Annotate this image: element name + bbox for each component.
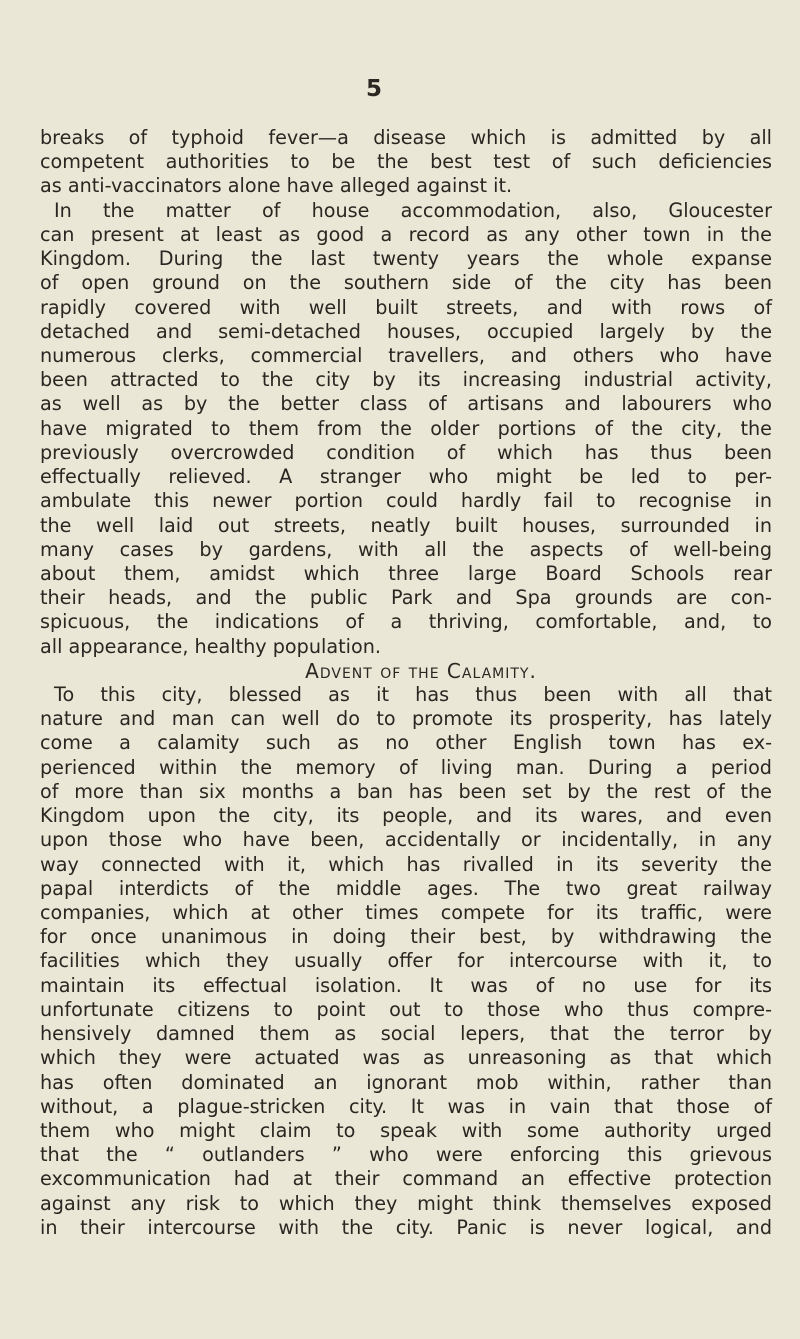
text-line: against any risk to which they might think themselves exposed bbox=[40, 1191, 772, 1215]
text-line: In the matter of house accommodation, also, Gloucester bbox=[54, 198, 772, 222]
text-line: has often dominated an ignorant mob within, rather than bbox=[40, 1070, 772, 1094]
text-line: them who might claim to speak with some authority urged bbox=[40, 1118, 772, 1142]
text-line: excommunication had at their command an effective protection bbox=[40, 1167, 772, 1191]
text-line: without, a plague-stricken city. It was in vain that those of bbox=[40, 1094, 772, 1118]
text-line: spicuous, the indications of a thriving, comfortable, and, to bbox=[40, 610, 772, 634]
text-line: their heads, and the public Park and Spa grounds are con- bbox=[40, 586, 772, 610]
text-line: can present at least as good a record as any other town in the bbox=[40, 222, 772, 246]
page-number: 5 bbox=[365, 76, 382, 102]
text-line: perienced within the memory of living man. During a period bbox=[40, 755, 772, 779]
text-line: way connected with it, which has rivalled in its severity the bbox=[40, 852, 772, 876]
text-line: of open ground on the southern side of the city has been bbox=[40, 271, 772, 295]
text-line: come a calamity such as no other English town has ex- bbox=[40, 731, 772, 755]
text-line: of more than six months a ban has been set by the rest of the bbox=[40, 779, 772, 803]
text-line: papal interdicts of the middle ages. The two great railway bbox=[40, 876, 772, 900]
text-line: rapidly covered with well built streets, and with rows of bbox=[40, 295, 772, 319]
text-line: To this city, blessed as it has thus been with all that bbox=[54, 683, 772, 707]
text-line: unfortunate citizens to point out to those who thus compre- bbox=[40, 997, 772, 1021]
text-line: for once unanimous in doing their best, by withdrawing the bbox=[40, 925, 772, 949]
text-line: all appearance, healthy population. bbox=[40, 634, 381, 658]
text-line: facilities which they usually offer for intercourse with it, to bbox=[40, 949, 772, 973]
text-line: effectually relieved. A stranger who might be led to per- bbox=[40, 465, 772, 489]
text-line: Kingdom upon the city, its people, and its wares, and even bbox=[40, 804, 772, 828]
text-line: the well laid out streets, neatly built houses, surrounded in bbox=[40, 513, 772, 537]
text-line: maintain its effectual isolation. It was of no use for its bbox=[40, 973, 772, 997]
text-line: as anti-vaccinators alone have alleged against it. bbox=[40, 174, 513, 198]
text-line: as well as by the better class of artisans and labourers who bbox=[40, 392, 772, 416]
body-text bbox=[40, 126, 772, 1240]
text-line: that the “ outlanders ” who were enforcing this grievous bbox=[40, 1143, 772, 1167]
text-line: about them, amidst which three large Board Schools rear bbox=[40, 561, 772, 585]
text-line: competent authorities to be the best test of such deficiencies bbox=[40, 150, 772, 174]
text-line: detached and semi-detached houses, occupied largely by the bbox=[40, 319, 772, 343]
text-line: many cases by gardens, with all the aspects of well-being bbox=[40, 537, 772, 561]
text-line: which they were actuated was as unreasoning as that which bbox=[40, 1046, 772, 1070]
text-line: numerous clerks, commercial travellers, and others who have bbox=[40, 343, 772, 367]
text-line: previously overcrowded condition of which has thus been bbox=[40, 440, 772, 464]
text-line: breaks of typhoid fever—a disease which is admitted by all bbox=[40, 126, 772, 149]
text-line: companies, which at other times compete for its traffic, were bbox=[40, 901, 772, 924]
text-line: hensively damned them as social lepers, that the terror by bbox=[40, 1022, 772, 1046]
text-line: have migrated to them from the older portions of the city, the bbox=[40, 416, 772, 440]
section-heading: Advent of the Calamity. bbox=[305, 658, 537, 683]
text-line: nature and man can well do to promote its prosperity, has lately bbox=[40, 707, 772, 731]
text-line: in their intercourse with the city. Panic is never logical, and bbox=[40, 1215, 772, 1239]
text-line: been attracted to the city by its increasing industrial activity, bbox=[40, 368, 772, 392]
text-line: ambulate this newer portion could hardly fail to recognise in bbox=[40, 489, 772, 513]
text-line: Kingdom. During the last twenty years the whole expanse bbox=[40, 247, 772, 271]
text-line: upon those who have been, accidentally or incidentally, in any bbox=[40, 828, 772, 852]
